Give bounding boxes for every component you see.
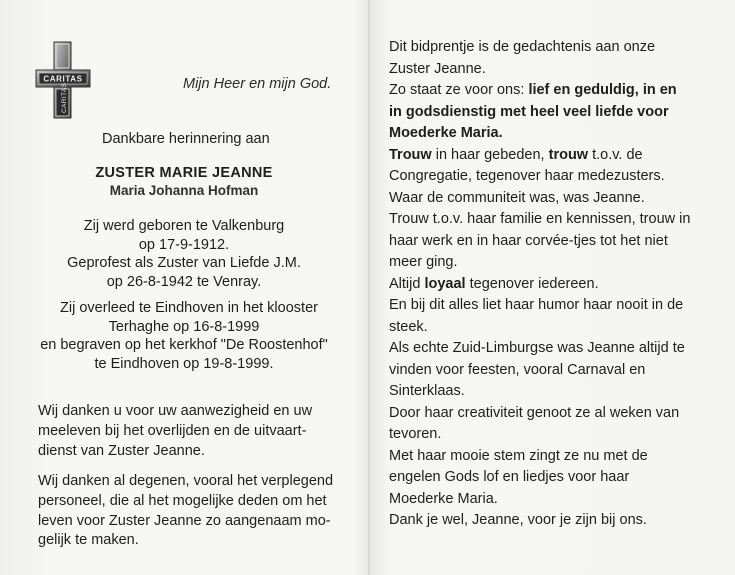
text-line: Moederke Maria. — [389, 490, 498, 507]
text-line: leven voor Zuster Jeanne zo aangenaam mo- — [38, 512, 331, 529]
emphasis-text: Trouw — [389, 146, 432, 163]
emphasis-line: in godsdienstig met heel veel liefde voor — [389, 103, 669, 120]
text-line — [389, 145, 703, 167]
emphasis-text: lief en geduldig, in en — [528, 82, 677, 98]
text-line: Met haar mooie stem zingt ze nu met de — [389, 447, 648, 464]
text-line: personeel, die al het mogelijke deden om het — [38, 492, 327, 509]
text-line: En bij dit alles liet haar humor haar nooit in de — [389, 297, 684, 313]
text-line: meer ging. — [389, 254, 458, 270]
emphasis-line: Moederke Maria. — [389, 125, 503, 141]
text-run: tegenover iedereen. — [465, 275, 599, 292]
death-line: Zij overleed te Eindhoven in het klooster — [60, 300, 318, 316]
profession-line: Geprofest als Zuster van Liefde J.M. — [67, 255, 301, 272]
text-run: t.o.v. de — [588, 146, 643, 163]
birth-date-line: op 17-9-1912. — [138, 236, 230, 253]
text-line: steek. — [389, 318, 428, 335]
profession-date-line: op 26-8-1942 te Venray. — [106, 273, 262, 290]
card-fold — [368, 0, 370, 575]
birth-line: Zij werd geboren te Valkenburg — [83, 218, 285, 234]
text-line: dienst van Zuster Jeanne. — [38, 442, 205, 459]
text-line: Trouw t.o.v. haar familie en kennissen, trouw in — [389, 211, 691, 227]
deceased-full-name: Maria Johanna Hofman — [109, 183, 259, 198]
text-run: Altijd — [389, 275, 425, 292]
text-line: Zuster Jeanne. — [389, 60, 486, 77]
text-line: vinden voor feesten, vooral Carnaval en — [389, 361, 646, 378]
text-line — [38, 402, 332, 422]
birth-profession-block — [0, 217, 368, 291]
text-line: haar werk en in haar corvée-tjes tot het niet — [389, 232, 668, 249]
text-line: Door haar creativiteit genoot ze al weken van — [389, 404, 680, 421]
text-run: Zo staat ze voor ons: — [389, 82, 529, 98]
emphasis-text: loyaal — [424, 275, 466, 292]
burial-date-line: te Eindhoven op 19-8-1999. — [94, 355, 274, 372]
thanks-paragraph-1 — [38, 402, 332, 461]
death-date-line: Terhaghe op 16-8-1999 — [108, 318, 260, 335]
text-line: Wij danken al degenen, vooral het verplegend — [38, 473, 334, 489]
text-line: Dank je wel, Jeanne, voor je zijn bij ons. — [389, 512, 647, 528]
text-line — [389, 274, 703, 296]
text-line — [389, 80, 703, 102]
text-line: meeleven bij het overlijden en de uitvaart- — [38, 422, 307, 439]
text-run: Wij danken u voor uw aanwezigheid en uw — [38, 403, 313, 419]
burial-line: en begraven op het kerkhof "De Roostenhof" — [40, 337, 328, 354]
motto: Mijn Heer en mijn God. — [183, 76, 332, 92]
thanks-paragraph-2 — [38, 472, 332, 551]
right-page — [371, 0, 735, 575]
text-line: Als echte Zuid-Limburgse was Jeanne altijd te — [389, 340, 685, 356]
emphasis-text: trouw — [548, 146, 589, 163]
logo-side-text: CARITAS — [60, 82, 68, 113]
death-burial-block — [0, 299, 368, 373]
text-line: Dit bidprentje is de gedachtenis aan onze — [389, 39, 656, 55]
deceased-name: ZUSTER MARIE JEANNE — [95, 165, 273, 181]
text-run: in haar gebeden, — [431, 146, 549, 163]
logo-text: CARITAS — [43, 74, 83, 84]
caritas-cross-logo — [34, 40, 92, 120]
text-line: gelijk te maken. — [38, 532, 139, 549]
text-line: engelen Gods lof en liedjes voor haar — [389, 469, 630, 485]
intro-line: Dankbare herinnering aan — [102, 131, 270, 147]
text-line: Sinterklaas. — [389, 383, 465, 399]
text-line: Congregatie, tegenover haar medezusters. — [389, 168, 665, 184]
memorial-text — [389, 37, 703, 532]
text-line: Waar de communiteit was, was Jeanne. — [389, 189, 645, 206]
text-line: tevoren. — [389, 426, 442, 442]
